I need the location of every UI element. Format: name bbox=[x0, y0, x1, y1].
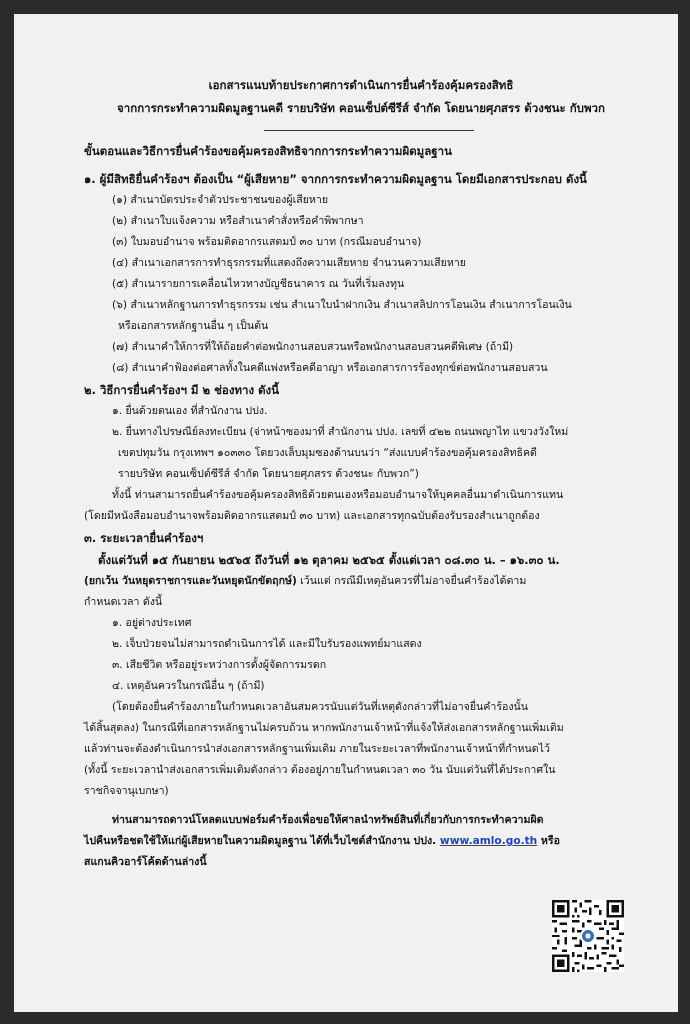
s1-item-6: (๖) สำเนาหลักฐานการทำธุรกรรม เช่น สำเนาใบนำฝากเงิน สำเนาสลิปการโอนเงิน สำเนาการโอนเงิน bbox=[112, 299, 572, 311]
s3-item-1: ๑. อยู่ต่างประเทศ bbox=[112, 617, 192, 629]
s2-item-1: ๑. ยื่นด้วยตนเอง ที่สำนักงาน ปปง. bbox=[112, 405, 268, 417]
s3-period: ตั้งแต่วันที่ ๑๕ กันยายน ๒๕๖๕ ถึงวันที่ ๑๒ ตุลาคม ๒๕๖๕ ตั้งแต่เวลา ๐๘.๓๐ น. – ๑๖.๓๐ น. bbox=[98, 553, 560, 567]
s3-item-4: ๔. เหตุอันควรในกรณีอื่น ๆ (ถ้ามี) bbox=[112, 680, 265, 692]
section-1-title: ๑. ผู้มีสิทธิยื่นคำร้องฯ ต้องเป็น “ผู้เสียหาย” จากการกระทำความผิดมูลฐาน โดยมีเอกสารประกอบ ดังนี้ bbox=[84, 172, 587, 186]
s1-item-6-cont: หรือเอกสารหลักฐานอื่น ๆ เป็นต้น bbox=[118, 320, 269, 332]
s3-item-2: ๒. เจ็บป่วยจนไม่สามารถดำเนินการได้ และมีใบรับรองแพทย์มาแสดง bbox=[112, 638, 422, 650]
s3-item-3: ๓. เสียชีวิต หรืออยู่ระหว่างการตั้งผู้จัดการมรดก bbox=[112, 659, 327, 671]
s1-item-4: (๔) สำเนาเอกสารการทำธุรกรรมที่แสดงถึงความเสียหาย จำนวนความเสียหาย bbox=[112, 257, 466, 269]
qr-code[interactable] bbox=[552, 900, 624, 972]
document-header bbox=[84, 74, 638, 120]
s2-note-line-2: (โดยมีหนังสือมอบอำนาจพร้อมติดอากรแสตมป์ ๓๐ บาท) และเอกสารทุกฉบับต้องรับรองสำเนาถูกต้อง bbox=[84, 510, 540, 522]
s3-note-line-3: แล้วท่านจะต้องดำเนินการนำส่งเอกสารหลักฐานเพิ่มเติม ภายในระยะเวลาที่พนักงานเจ้าหน้าที่กำหนดไว้ bbox=[84, 743, 550, 755]
s2-item-2-cont-1: เขตปทุมวัน กรุงเทพฯ ๑๐๓๓๐ โดยวงเล็บมุมซองด้านบนว่า “ส่งแบบคำร้องขอคุ้มครองสิทธิคดี bbox=[118, 447, 537, 459]
s2-item-2: ๒. ยื่นทางไปรษณีย์ลงทะเบียน (จ่าหน้าซองมาที่ สำนักงาน ปปง. เลขที่ ๔๒๒ ถนนพญาไท แขวงวังใหม่ bbox=[112, 426, 569, 438]
s3-note-line-5: ราชกิจจานุเบกษา) bbox=[84, 785, 169, 797]
s3-deadline-line: กำหนดเวลา ดังนี้ bbox=[84, 596, 163, 608]
document-page bbox=[14, 14, 678, 1012]
header-line-2: จากการกระทำความผิดมูลฐานคดี รายบริษัท คอนเซ็ปต์ซีรีส์ จำกัด โดยนายศุภสรร ด้วงชนะ กับพวก bbox=[117, 101, 605, 115]
footer-line-1: ท่านสามารถดาวน์โหลดแบบฟอร์มคำร้องเพื่อขอให้ศาลนำทรัพย์สินที่เกี่ยวกับการกระทำความผิด bbox=[112, 814, 544, 826]
s3-note-line-2: ได้สิ้นสุดลง) ในกรณีที่เอกสารหลักฐานไม่ครบถ้วน หากพนักงานเจ้าหน้าที่แจ้งให้ส่งเอกสารหลักฐานเพิ่มเติม bbox=[84, 722, 564, 734]
s1-item-2: (๒) สำเนาใบแจ้งความ หรือสำเนาคำสั่งหรือคำพิพากษา bbox=[112, 215, 364, 227]
section-title: ขั้นตอนและวิธีการยื่นคำร้องขอคุ้มครองสิทธิจากการกระทำความผิดมูลฐาน bbox=[84, 144, 452, 158]
s1-item-5: (๕) สำเนารายการเคลื่อนไหวทางบัญชีธนาคาร ณ วันที่เริ่มลงทุน bbox=[112, 278, 405, 290]
s1-item-8: (๘) สำเนาคำฟ้องต่อศาลทั้งในคดีแพ่งหรือคดีอาญา หรือเอกสารการร้องทุกข์ต่อพนักงานสอบสวน bbox=[112, 362, 548, 374]
s3-note-line-4: (ทั้งนี้ ระยะเวลานำส่งเอกสารเพิ่มเติมดังกล่าว ต้องอยู่ภายในกำหนดเวลา ๓๐ วัน นับแต่วันที่ได้ประกาศใน bbox=[84, 764, 556, 776]
header-divider bbox=[264, 130, 474, 131]
amlo-website-link[interactable]: www.amlo.go.th bbox=[439, 835, 538, 847]
section-3-title: ๓. ระยะเวลายื่นคำร้องฯ bbox=[84, 531, 204, 545]
s2-item-2-cont-2: รายบริษัท คอนเซ็ปต์ซีรีส์ จำกัด โดยนายศุภสรร ด้วงชนะ กับพวก”) bbox=[118, 468, 419, 480]
section-2-title: ๒. วิธีการยื่นคำร้องฯ มี ๒ ช่องทาง ดังนี้ bbox=[84, 383, 280, 397]
footer-line-2: ไปคืนหรือชดใช้ให้แก่ผู้เสียหายในความผิดมูลฐาน ได้ที่เว็บไซต์สำนักงาน ปปง. bbox=[84, 835, 440, 847]
s1-item-1: (๑) สำเนาบัตรประจำตัวประชาชนของผู้เสียหาย bbox=[112, 194, 329, 206]
header-line-1: เอกสารแนบท้ายประกาศการดำเนินการยื่นคำร้องคุ้มครองสิทธิ bbox=[208, 78, 514, 92]
s2-note-line-1: ทั้งนี้ ท่านสามารถยื่นคำร้องขอคุ้มครองสิทธิด้วยตนเองหรือมอบอำนาจให้บุคคลอื่นมาดำเนินการแทน bbox=[112, 489, 564, 501]
s3-holiday-rest: เว้นแต่ กรณีมีเหตุอันควรที่ไม่อาจยื่นคำร้องได้ตาม bbox=[296, 575, 527, 587]
footer-line-3: สแกนคิวอาร์โค้ดด้านล่างนี้ bbox=[84, 856, 207, 868]
s3-note-line-1: (โดยต้องยื่นคำร้องภายในกำหนดเวลาอันสมควรนับแต่วันที่เหตุดังกล่าวที่ไม่อาจยื่นคำร้องนั้น bbox=[112, 701, 529, 713]
s1-item-7: (๗) สำเนาคำให้การที่ให้ถ้อยคำต่อพนักงานสอบสวนหรือพนักงานสอบสวนคดีพิเศษ (ถ้ามี) bbox=[112, 341, 514, 353]
s3-holiday-exception: (ยกเว้น วันหยุดราชการและวันหยุดนักขัตฤกษ์) bbox=[84, 575, 297, 587]
s1-item-3: (๓) ใบมอบอำนาจ พร้อมติดอากรแสตมป์ ๓๐ บาท (กรณีมอบอำนาจ) bbox=[112, 236, 422, 248]
footer-line-2-end: หรือ bbox=[537, 835, 560, 847]
